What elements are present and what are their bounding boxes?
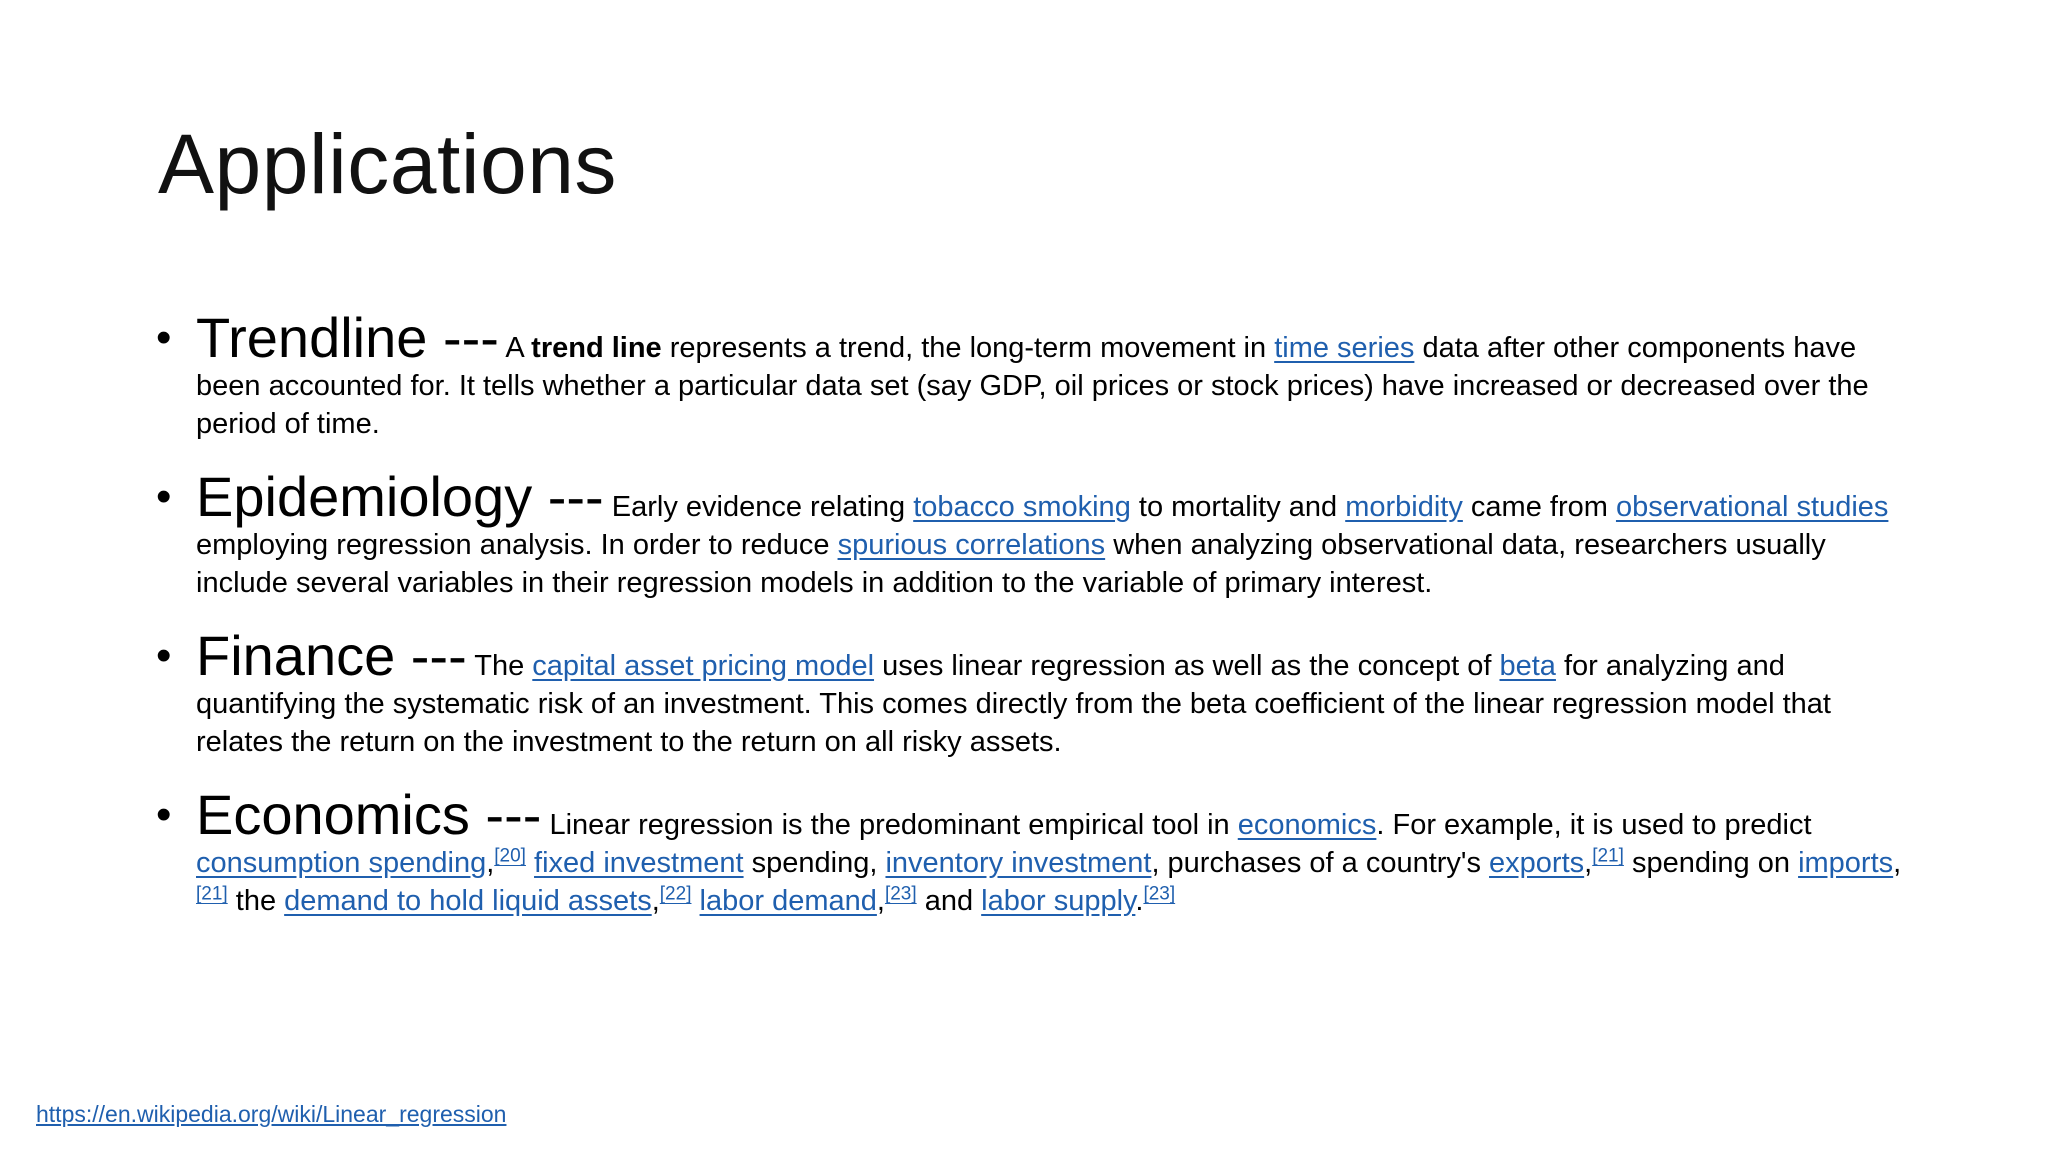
body-text: [526, 847, 534, 879]
body-text: [691, 885, 699, 917]
body-text: .: [1135, 885, 1144, 917]
topic-heading: Finance ---: [196, 624, 467, 687]
body-text: and: [916, 885, 982, 917]
bullet-list: [150, 306, 1910, 946]
body-text: ,: [1893, 847, 1902, 879]
reference-link[interactable]: [21]: [196, 883, 228, 905]
bullet-economics: [150, 783, 1910, 920]
topic-heading: Economics ---: [196, 783, 542, 846]
bullet-finance: [150, 624, 1910, 761]
link-labor-demand[interactable]: labor demand: [699, 885, 877, 917]
slide-title: Applications: [158, 117, 617, 211]
body-text: came from: [1462, 491, 1616, 523]
body-text: spending on: [1623, 847, 1799, 879]
link-capm[interactable]: capital asset pricing model: [532, 650, 875, 682]
link-fixed-investment[interactable]: fixed investment: [534, 847, 744, 879]
body-text: ,: [1584, 847, 1593, 879]
topic-heading: Trendline ---: [196, 306, 499, 369]
topic-heading: Epidemiology ---: [196, 465, 604, 528]
body-text: to mortality and: [1130, 491, 1346, 523]
body-text: the: [227, 885, 285, 917]
body-text: ,: [651, 885, 660, 917]
source-url-link[interactable]: https://en.wikipedia.org/wiki/Linear_regression: [36, 1101, 507, 1127]
body-text: when analyzing observational data, researchers usually include several variables in their regression models in addition to the variable of primary interest.: [196, 529, 1826, 599]
body-text: , purchases of a country's: [1151, 847, 1490, 879]
link-observational-studies[interactable]: observational studies: [1615, 491, 1889, 523]
link-tobacco-smoking[interactable]: tobacco smoking: [913, 491, 1131, 523]
link-demand-liquid-assets[interactable]: demand to hold liquid assets: [284, 885, 652, 917]
link-time-series[interactable]: time series: [1274, 332, 1415, 364]
bullet-dot-icon: •: [156, 790, 172, 839]
reference-link[interactable]: [20]: [494, 845, 526, 867]
body-text: employing regression analysis. In order to reduce: [196, 529, 838, 561]
reference-link[interactable]: [22]: [659, 883, 692, 905]
link-economics[interactable]: economics: [1237, 809, 1377, 841]
reference-link[interactable]: [21]: [1592, 845, 1624, 867]
bullet-dot-icon: •: [156, 313, 172, 362]
body-text: ,: [876, 885, 885, 917]
bullet-dot-icon: •: [156, 472, 172, 521]
body-text: spending,: [743, 847, 886, 879]
link-exports[interactable]: exports: [1489, 847, 1585, 879]
body-text: . For example, it is used to predict: [1376, 809, 1812, 841]
link-spurious-correlations[interactable]: spurious correlations: [837, 529, 1106, 561]
link-beta[interactable]: beta: [1499, 650, 1556, 682]
body-text: represents a trend, the long-term movement in: [661, 332, 1275, 364]
bullet-epidemiology: [150, 465, 1910, 602]
body-text: Early evidence relating: [603, 491, 914, 523]
body-text: for analyzing and quantifying the systematic risk of an investment. This comes directly from the beta coefficient of the linear regression model that relates the return on the investment to the return on all risky assets.: [196, 650, 1831, 758]
link-labor-supply[interactable]: labor supply: [981, 885, 1136, 917]
body-text: data after other components have been accounted for. It tells whether a particular data set (say GDP, oil prices or stock prices) have increased or decreased over the period of time.: [196, 332, 1869, 440]
body-text: uses linear regression as well as the concept of: [874, 650, 1500, 682]
reference-link[interactable]: [23]: [884, 883, 917, 905]
reference-link[interactable]: [23]: [1143, 883, 1176, 905]
body-text: Linear regression is the predominant empirical tool in: [541, 809, 1238, 841]
link-inventory-investment[interactable]: inventory investment: [885, 847, 1152, 879]
link-morbidity[interactable]: morbidity: [1345, 491, 1463, 523]
bullet-trendline: [150, 306, 1910, 443]
body-text: The: [466, 650, 533, 682]
bold-term: trend line: [531, 332, 662, 364]
bullet-dot-icon: •: [156, 631, 172, 680]
body-text: ,: [486, 847, 495, 879]
body-text: A: [498, 332, 532, 364]
link-imports[interactable]: imports: [1798, 847, 1894, 879]
link-consumption-spending[interactable]: consumption spending: [196, 847, 487, 879]
